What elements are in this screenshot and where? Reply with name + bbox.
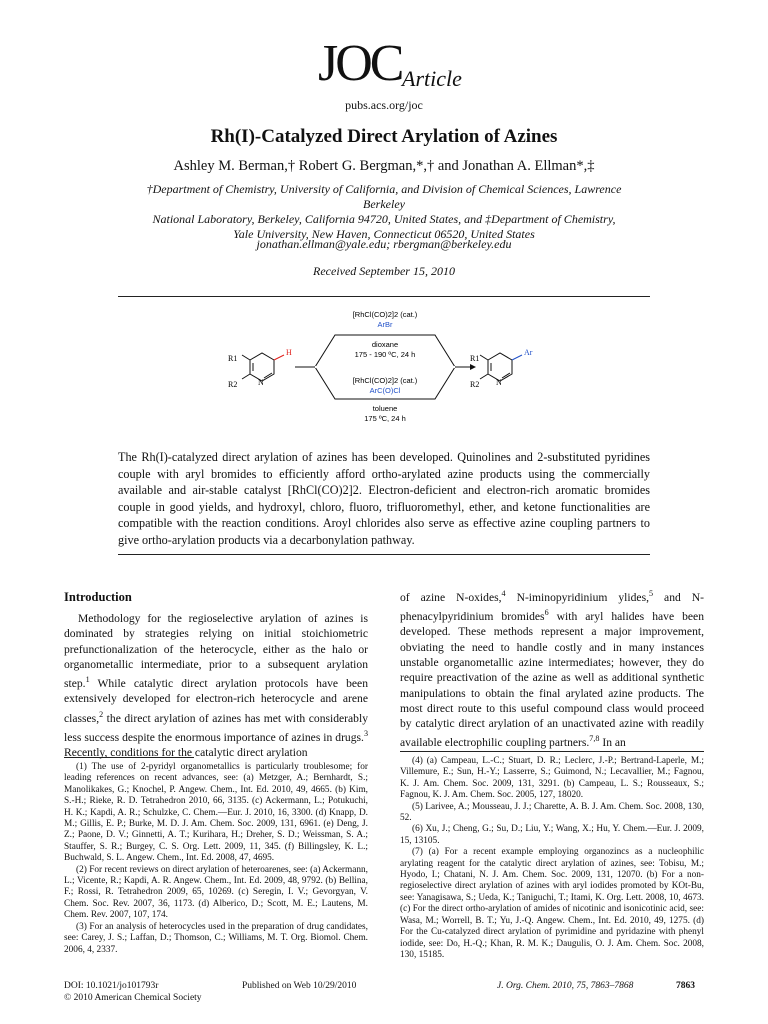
- bottom-conditions: 175 ºC, 24 h: [364, 414, 406, 423]
- starting-azine-structure: [242, 353, 284, 381]
- ref-6[interactable]: 6: [544, 608, 549, 618]
- text-run: In an: [599, 736, 626, 750]
- text-run: of azine N-oxides,: [400, 590, 502, 604]
- footnotes-right: [400, 756, 704, 961]
- aryl-label: Ar: [524, 348, 533, 357]
- bottom-solvent: toluene: [372, 404, 398, 413]
- nitrogen-label: N: [258, 378, 264, 387]
- published-date: Published on Web 10/29/2010: [242, 981, 357, 991]
- footnote-rule-right: [400, 751, 704, 752]
- ref-1[interactable]: 1: [85, 675, 90, 685]
- bottom-catalyst: [RhCl(CO)2]2 (cat.): [352, 376, 418, 385]
- section-heading-introduction: Introduction: [64, 590, 132, 604]
- text-run: Recently, conditions for the catalytic direct arylation: [64, 745, 308, 759]
- ref-2[interactable]: 2: [99, 709, 104, 719]
- arrow-head: [470, 364, 476, 370]
- authors: Ashley M. Berman,† Robert G. Bergman,*,† and Jonathan A. Ellman*,‡: [173, 158, 595, 174]
- text-run: the direct arylation of azines has met with considerably less success despite the enormous importance of azines in drugs.: [64, 711, 368, 744]
- ref-3[interactable]: 3: [363, 728, 368, 738]
- top-reagent: ArBr: [377, 320, 393, 329]
- logo-joc: JOC: [318, 35, 402, 92]
- footnote-5: (5) Larivee, A.; Mousseau, J. J.; Charette, A. B. J. Am. Chem. Soc. 2008, 130, 52.: [400, 801, 704, 824]
- affiliation-line: National Laboratory, Berkeley, California 94720, United States, and ‡Department of Chemistry,: [152, 212, 616, 226]
- footnote-6: (6) Xu, J.; Cheng, G.; Su, D.; Liu, Y.; Wang, X.; Hu, Y. Chem.—Eur. J. 2009, 15, 13105.: [400, 824, 704, 846]
- product-azine-structure: [480, 353, 522, 381]
- text-run: with aryl halides have been developed. These methods represent a major improvement, obviating the need to handle costly and in many instances unstable organometallic azine intermediates; however, they do require preactivation of the azine as well as additional synthetic manipulations to obtain the final arylated azine products. The most direct route to this useful compound class would proceed by catalytic direct arylation of an unactivated azine with readily available electrophilic coupling partners.: [400, 610, 705, 750]
- bottom-reagent: ArC(O)Cl: [369, 386, 401, 395]
- journal-url[interactable]: pubs.acs.org/joc: [345, 98, 423, 112]
- r1-label: R1: [228, 354, 238, 363]
- journal-citation: J. Org. Chem. 2010, 75, 7863–7868: [497, 981, 634, 991]
- copyright: © 2010 American Chemical Society: [64, 993, 202, 1003]
- left-column-text: [64, 611, 368, 760]
- reaction-scheme: [220, 305, 550, 445]
- affiliations: [130, 182, 638, 242]
- logo-article: Article: [402, 66, 462, 91]
- received-date: Received September 15, 2010: [313, 264, 455, 278]
- product-r1-label: R1: [470, 354, 480, 363]
- footer-left: [64, 980, 202, 1004]
- top-conditions: 175 - 190 ºC, 24 h: [354, 350, 416, 359]
- footnote-7: (7) (a) For a recent example employing organozincs as a nucleophilic arylating reagent for the catalytic direct arylation of azines, see: Tobisu, M.; Hyodo, I.; Chatani, N. J. Am. Chem. Soc. 2009, 131, 12070. (b) For a non-regioselective direct arylation of azines with aryl iodides promoted by KOt-Bu, see: Yanagisawa, S.; Ueda, K.; Taniguchi, T.; Itami, K. Org. Lett. 2008, 10, 4673. (c) For the direct ortho-arylation of amides of nicotinic and isonicotinic acid, see: Wasa, M.; Worrell, B. T.; Yu, J.-Q. Angew. Chem., Int. Ed. 2010, 49, 1275. (d) For the Cu-catalyzed direct arylation of pyrimidine and pyridazine with phenyl iodide, see: Do, H.-Q.; Khan, R. M. K.; Daugulis, O. J. Am. Chem. Soc. 2008, 130, 15185.: [400, 847, 704, 960]
- r2-label: R2: [228, 380, 238, 389]
- affiliation-line: Yale University, New Haven, Connecticut 06520, United States: [233, 227, 535, 241]
- footnotes-left: [64, 762, 368, 956]
- ref-5[interactable]: 5: [648, 589, 654, 598]
- product-nitrogen-label: N: [496, 378, 502, 387]
- text-run: While catalytic direct arylation protocols have been extensively developed for electron-rich heterocycle and arene classes,: [64, 677, 368, 725]
- affiliation-line: †Department of Chemistry, University of California, and Division of Chemical Sciences, Lawrence Berkeley: [146, 182, 622, 211]
- hydrogen-label: H: [286, 348, 292, 357]
- top-solvent: dioxane: [371, 340, 399, 349]
- product-r2-label: R2: [470, 380, 480, 389]
- right-column-text: [400, 586, 704, 751]
- ref-7-8[interactable]: 7,8: [589, 734, 600, 744]
- footnote-3: (3) For an analysis of heterocycles used in the preparation of drug candidates, see: Carey, J. S.; Laffan, D.; Thomson, C.; Williams, M. T. Org. Biomol. Chem. 2006, 4, 2337.: [64, 921, 368, 955]
- journal-logo: [318, 35, 478, 98]
- doi[interactable]: DOI: 10.1021/jo101793r: [64, 981, 159, 991]
- page-number: 7863: [676, 981, 695, 991]
- abstract: The Rh(I)-catalyzed direct arylation of azines has been developed. Quinolines and 2-substituted pyridines couple with aryl bromides to efficiently afford ortho-arylated azine products using the commercially available and air-stable catalyst [RhCl(CO)2]2. Electron-deficient and electron-rich aromatic bromides couple in good yields, and hydroxyl, chloro, fluoro, trifluoromethyl, ether, and ketone functionalities are compatible with the reaction conditions. Aroyl chlorides also serve as effective azine coupling partners to give ortho-arylation products via a decarbonylation pathway.: [118, 450, 650, 547]
- footnote-4: (4) (a) Campeau, L.-C.; Stuart, D. R.; Leclerc, J.-P.; Bertrand-Laperle, M.; Villemure, E.; Sun, H.-Y.; Lasserre, S.; Guimond, N.; Lecavallier, M.; Fagnou, K. J. Am. Chem. Soc. 2009, 131, 3291. (b) Campeau, L. S.; Rousseaux, S.; Fagnou, K. J. Am. Chem. Soc. 2005, 127, 18020.: [400, 756, 704, 801]
- abstract-top-rule: [118, 296, 650, 297]
- contact-emails[interactable]: jonathan.ellman@yale.edu; rbergman@berkeley.edu: [256, 237, 512, 251]
- text-run: and N-phenacylpyridinium bromides: [400, 590, 705, 624]
- text-run: N-iminopyridinium ylides,: [505, 590, 649, 604]
- footnote-rule-left: [64, 757, 194, 758]
- paper-title: Rh(I)-Catalyzed Direct Arylation of Azines: [210, 126, 558, 147]
- footnote-1: (1) The use of 2-pyridyl organometallics is particularly troublesome; for leading references on recent advances, see: (a) Metzger, A.; Bernhardt, S.; Manolikakes, G.; Knochel, P. Angew. Chem., Int. Ed. 2010, 49, 4665. (b) Kim, S.-H.; Rieke, R. D. Tetrahedron 2010, 66, 3135. (c) Ackermann, L.; Potukuchi, H. K.; Kapdi, A. R.; Schulzke, C. Chem.—Eur. J. 2010, 16, 3300. (d) Knapp, D. M.; Gillis, E. P.; Burke, M. D. J. Am. Chem. Soc. 2009, 131, 6961. (e) Deng, J. Z.; Paone, D. V.; Ginnetti, A. T.; Kurihara, H.; Dreher, S. D.; Weissman, S. A.; Stauffer, S. R.; Burgey, C. S. Org. Lett. 2009, 11, 345. (f) Billingsley, K. L.; Buchwald, S. L. Angew. Chem., Int. Ed. 2008, 47, 4695.: [64, 762, 368, 864]
- abstract-bottom-rule: [118, 554, 650, 555]
- top-catalyst: [RhCl(CO)2]2 (cat.): [352, 310, 418, 319]
- text-run: Methodology for the regioselective arylation of azines is dominated by strategies relying on initial stoichiometric prefunctionalization of the heterocycle, either as the halo or organometallic intermediate, prior to a subsequent arylation step.: [64, 612, 368, 691]
- ref-4[interactable]: 4: [501, 589, 506, 598]
- footnote-2: (2) For recent reviews on direct arylation of heteroarenes, see: (a) Ackermann, L.; Vicente, R.; Kapdi, A. R. Angew. Chem., Int. Ed. 2009, 48, 9792. (b) Bellina, F.; Rossi, R. Tetrahedron 2009, 65, 10269. (c) Seregin, I. V.; Gevorgyan, V. Chem. Soc. Rev. 2007, 36, 1173. (d) Alberico, D.; Scott, M. E.; Lautens, M. Chem. Rev. 2007, 107, 174.: [64, 864, 368, 921]
